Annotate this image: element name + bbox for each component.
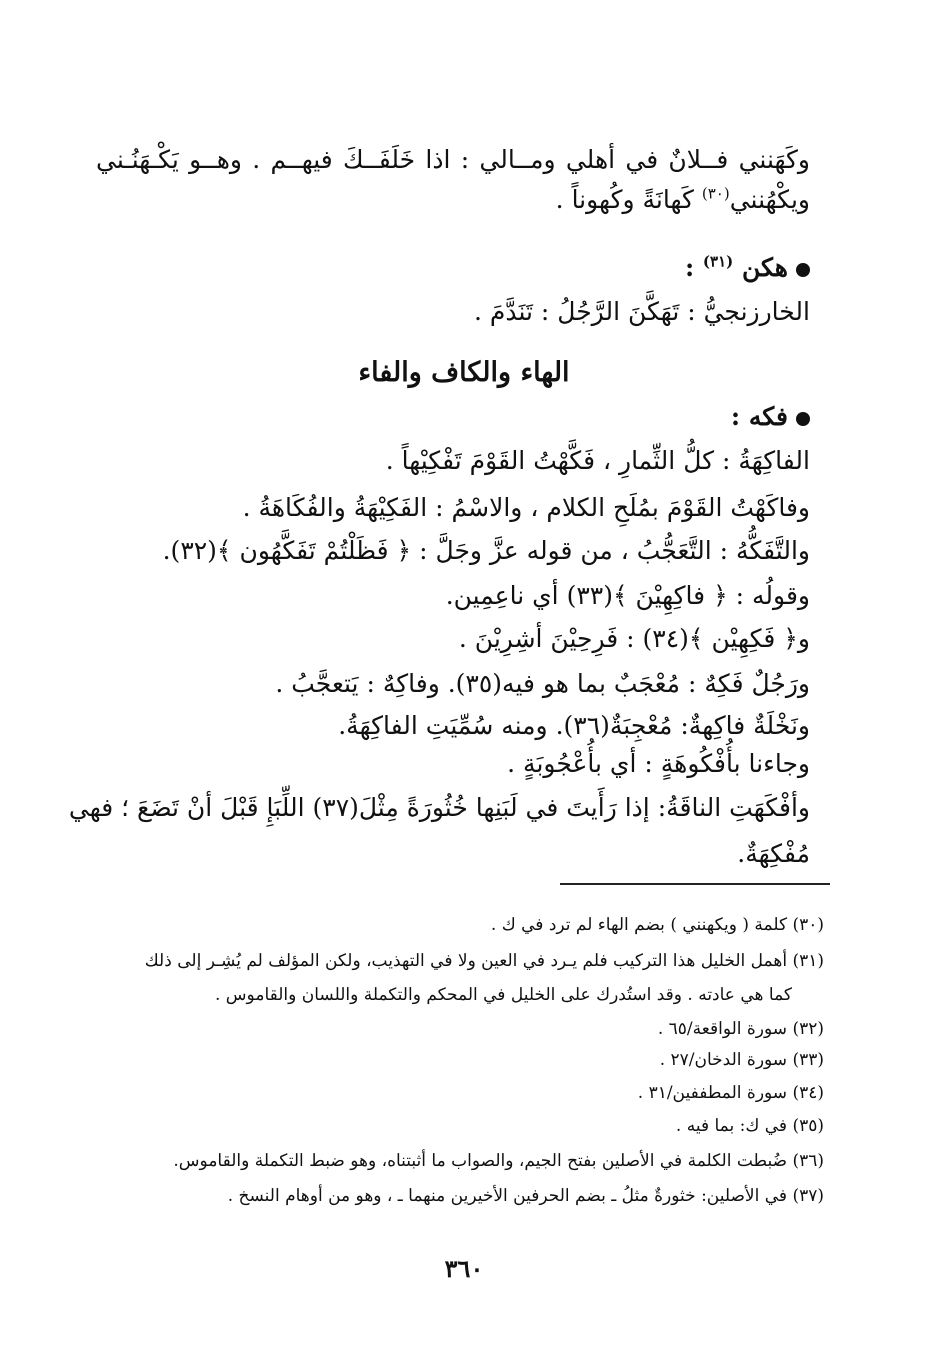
footnote-31: (٣١) أهمل الخليل هذا التركيب فلم يـرد في العين ولا في التهذيب، ولكن المؤلف لم يُشِـر إلى ذلك — [144, 951, 824, 971]
fakh-line-3: والتَّفَكُّهُ : التَّعَجُّبُ ، من قوله عزَّ وجَلَّ : ﴿ فَظَلْتُمْ تَفَكَّهُون ﴾(٣٢). — [162, 536, 810, 565]
fakh-line-4: وقولُه : ﴿ فاكِهِيْنَ ﴾(٣٣) أي ناعِمِين. — [445, 581, 810, 610]
fakh-line-10: مُفْكِهَةٌ. — [737, 839, 810, 868]
fakh-line-1: الفاكِهَةُ : كلُّ الثِّمارِ ، فَكَّهْتُ القَوْمَ تَفْكِيْهاً . — [385, 446, 810, 475]
text-line-2-start: ويكْهُنني — [729, 185, 810, 214]
footnote-ref-30: (٣٠) — [701, 184, 730, 203]
footnote-37: (٣٧) في الأصلين: خثورةٌ مثلُ ـ بضم الحرفين الأخيرين منهما ـ ، وهو من أوهام النسخ . — [227, 1186, 824, 1206]
entry-hakn-colon: : — [684, 253, 695, 282]
page-number: ٣٦٠ — [444, 1254, 484, 1283]
footnote-34: (٣٤) سورة المطففين/٣١ . — [637, 1083, 824, 1103]
fakh-line-6: ورَجُلٌ فَكِهٌ : مُعْجَبٌ بما هو فيه(٣٥). وفاكِهٌ : يَتعجَّبُ . — [275, 669, 810, 698]
section-heading: الهاء والكاف والفاء — [358, 357, 570, 388]
bullet-icon — [796, 412, 810, 426]
entry-hakn-word: هكن — [741, 253, 788, 282]
hakn-definition: الخارزنجيُّ : تَهَكَّنَ الرَّجُلُ : تَنَدَّمَ . — [473, 297, 810, 326]
footnote-35: (٣٥) في ك: بما فيه . — [675, 1116, 824, 1136]
bullet-icon — [796, 263, 810, 277]
footnote-30: (٣٠) كلمة ( ويكهنني ) بضم الهاء لم ترد في ك . — [490, 915, 824, 935]
fakh-line-7: ونَخْلَةٌ فاكِهةٌ: مُعْجِبَةٌ(٣٦). ومنه سُمِّيَتِ الفاكِهَةُ. — [338, 711, 810, 740]
footnote-36: (٣٦) ضُبطت الكلمة في الأصلين بفتح الجيم، والصواب ما أثبتناه، وهو ضبط التكملة والقاموس. — [173, 1151, 824, 1171]
text-line-1: وكَهَنني فــلانٌ في أهلي ومــالي : اذا خَلَفَــكَ فيهــم . وهــو يَكْـهَنُـني — [96, 145, 810, 174]
footnote-divider — [560, 883, 830, 885]
text-line-2 — [96, 183, 810, 217]
fakh-line-5: و﴿ فَكِهِيْن ﴾(٣٤) : فَرِحِيْنَ أشِرِيْنَ . — [458, 624, 810, 653]
entry-fakh — [96, 400, 810, 434]
fakh-line-9: وأفْكَهَتِ الناقَةُ: إذا رَأَيتَ في لَبَنِها خُثُورَةً مِثْلَ(٣٧) اللِّبَإِ قَبْلَ أنْ تَضَعَ ؛ فهي — [68, 793, 810, 822]
footnote-ref-31: (٣١) — [702, 252, 734, 271]
footnote-33: (٣٣) سورة الدخان/٢٧ . — [659, 1050, 824, 1070]
footnote-31-continued: كما هي عادته . وقد استُدرك على الخليل في المحكم والتكملة واللسان والقاموس . — [215, 985, 792, 1005]
footnote-32: (٣٢) سورة الواقعة/٦٥ . — [657, 1019, 824, 1039]
fakh-line-8: وجاءنا بأُفْكُوهَةٍ : أي بأُعْجُوبَةٍ . — [507, 749, 810, 778]
text-line-2-end: كَهانَةً وكُهوناً . — [555, 185, 694, 214]
entry-fakh-word: فكه : — [730, 402, 788, 431]
fakh-line-2: وفاكَهْتُ القَوْمَ بمُلَحِ الكلام ، والاسْمُ : الفَكِيْهَةُ والفُكَاهَةُ . — [242, 493, 810, 522]
entry-hakn — [96, 251, 810, 285]
